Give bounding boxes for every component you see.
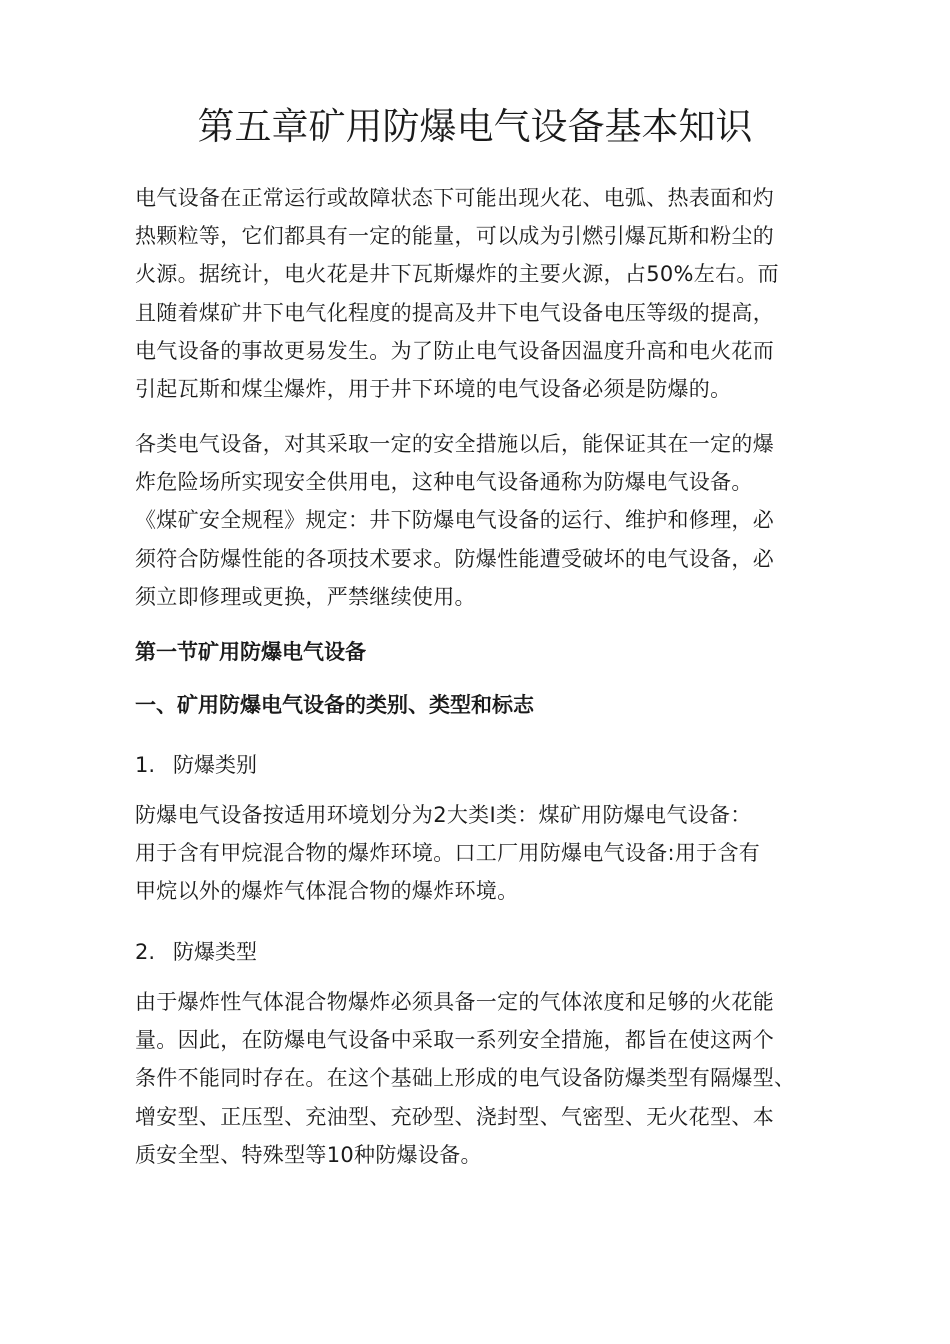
type-paragraph <box>135 983 825 1174</box>
item-number: 1. <box>135 753 156 777</box>
item-label: 防爆类别 <box>173 753 257 777</box>
intro-line: 电气设备在正常运行或故障状态下可能出现火花、电弧、热表面和灼 <box>135 186 774 210</box>
category-paragraph <box>135 796 825 911</box>
intro-line: 引起瓦斯和煤尘爆炸，用于井下环境的电气设备必须是防爆的。 <box>135 377 732 402</box>
intro-line: 火源。据统计，电火花是井下瓦斯爆炸的主要火源，占50%左右。而 <box>135 262 779 287</box>
definition-paragraph <box>135 425 825 616</box>
intro-line: 电气设备的事故更易发生。为了防止电气设备因温度升高和电火花而 <box>135 338 774 363</box>
type-line: 量。因此，在防爆电气设备中采取一系列安全措施，都旨在使这两个 <box>135 1028 774 1053</box>
definition-line: 《煤矿安全规程》规定：井下防爆电气设备的运行、维护和修理，必 <box>135 508 774 533</box>
definition-line: 各类电气设备，对其采取一定的安全措施以后，能保证其在一定的爆 <box>135 432 774 456</box>
category-line: 用于含有甲烷混合物的爆炸环境。口工厂用防爆电气设备:用于含有 <box>135 841 761 866</box>
subsection-heading: 一、矿用防爆电气设备的类别、类型和标志 <box>135 693 534 717</box>
definition-line: 炸危险场所实现安全供用电，这种电气设备通称为防爆电气设备。 <box>135 470 753 495</box>
document-title: 第五章矿用防爆电气设备基本知识 <box>197 105 753 148</box>
intro-paragraph <box>135 179 825 408</box>
type-line: 由于爆炸性气体混合物爆炸必须具备一定的气体浓度和足够的火花能 <box>135 990 774 1014</box>
item-number: 2. <box>135 940 156 964</box>
type-line: 增安型、正压型、充油型、充砂型、浇封型、气密型、无火花型、本 <box>135 1104 774 1129</box>
category-line: 甲烷以外的爆炸气体混合物的爆炸环境。 <box>135 879 519 904</box>
intro-line: 且随着煤矿井下电气化程度的提高及井下电气设备电压等级的提高， <box>135 300 774 325</box>
section-heading: 第一节矿用防爆电气设备 <box>135 640 366 664</box>
category-line: 防爆电气设备按适用环境划分为2大类I类：煤矿用防爆电气设备： <box>135 803 752 827</box>
intro-line: 热颗粒等，它们都具有一定的能量，可以成为引燃引爆瓦斯和粉尘的 <box>135 224 774 249</box>
definition-line: 须符合防爆性能的各项技术要求。防爆性能遭受破坏的电气设备，必 <box>135 546 774 571</box>
type-line: 质安全型、特殊型等10种防爆设备。 <box>135 1142 482 1167</box>
definition-line: 须立即修理或更换，严禁继续使用。 <box>135 584 476 609</box>
item-label: 防爆类型 <box>173 940 257 964</box>
item-heading-explosion-type <box>135 937 257 967</box>
item-heading-explosion-category <box>135 750 257 780</box>
type-line: 条件不能同时存在。在这个基础上形成的电气设备防爆类型有隔爆型、 <box>135 1066 796 1091</box>
